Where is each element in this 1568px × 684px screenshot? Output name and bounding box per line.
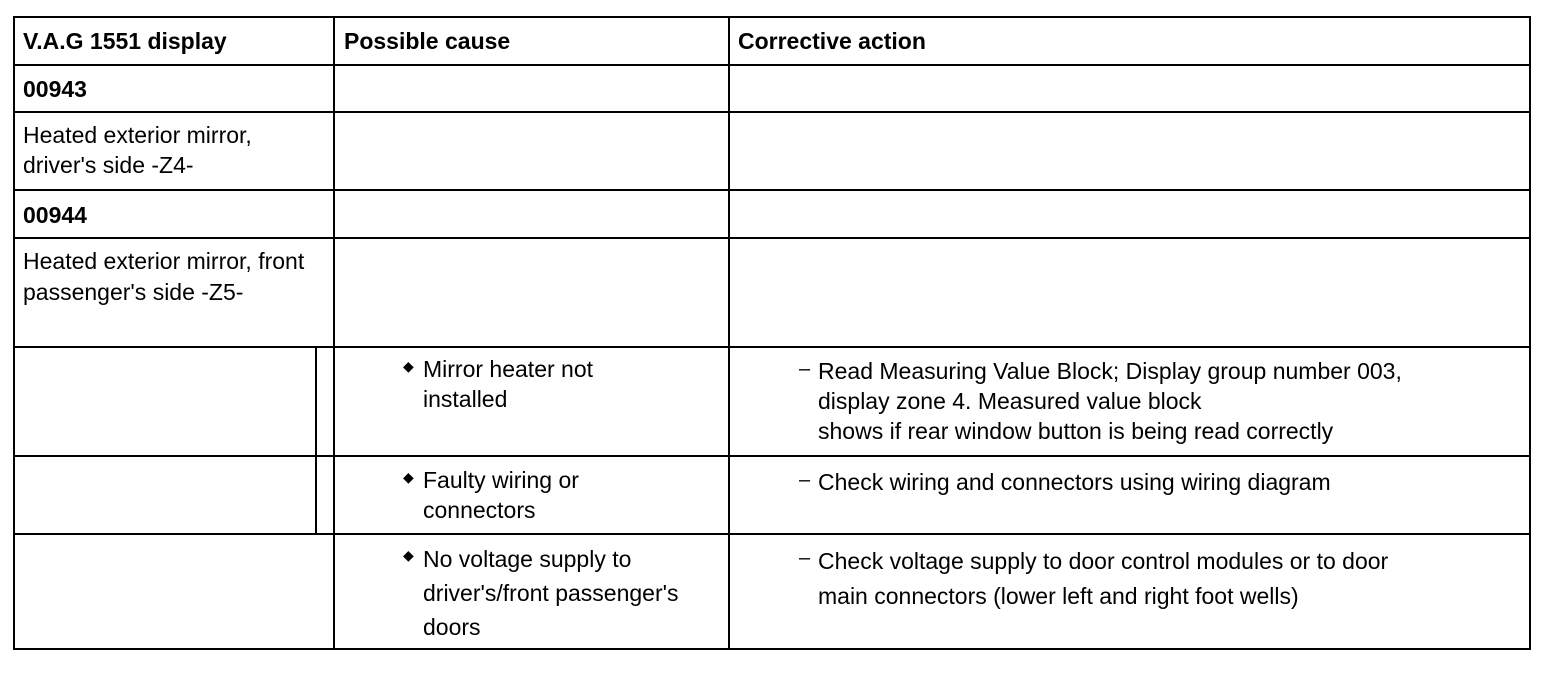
table-border-top	[13, 16, 1531, 18]
header-action: Corrective action	[738, 28, 926, 54]
action-line: shows if rear window button is being read correctly	[818, 418, 1334, 444]
dash-icon: –	[799, 547, 811, 569]
row-divider	[13, 455, 1531, 457]
fault-code: 00943	[23, 76, 87, 102]
dash-icon: –	[799, 469, 811, 491]
bullet-icon: ◆	[403, 547, 414, 563]
cause-text: Mirror heater not installed	[423, 356, 594, 412]
action-line: Check voltage supply to door control modules or to door	[818, 548, 1389, 574]
cause-text: No voltage supply to driver's/front passenger's doors	[423, 546, 679, 640]
row-divider	[13, 189, 1531, 191]
header-cause: Possible cause	[344, 28, 511, 54]
bullet-icon: ◆	[403, 358, 414, 374]
action-text	[818, 544, 1523, 614]
table-border-left	[13, 16, 15, 650]
row-divider	[13, 346, 1531, 348]
fault-description: Heated exterior mirror, driver's side -Z4-	[23, 122, 252, 178]
action-line: Read Measuring Value Block; Display group number 003,	[818, 358, 1402, 384]
header-display: V.A.G 1551 display	[23, 28, 227, 54]
bullet-icon: ◆	[403, 469, 414, 485]
column-divider	[333, 16, 335, 650]
row-divider	[13, 237, 1531, 239]
fault-table	[13, 16, 1531, 650]
dash-icon: –	[799, 358, 811, 380]
action-text	[818, 356, 1523, 446]
fault-code: 00944	[23, 202, 87, 228]
action-text: Check wiring and connectors using wiring diagram	[818, 469, 1331, 495]
cause-text: Faulty wiring or connectors	[423, 467, 579, 523]
row-divider	[13, 64, 1531, 66]
row-divider	[13, 111, 1531, 113]
action-line: main connectors (lower left and right foot wells)	[818, 583, 1299, 609]
fault-description: Heated exterior mirror, front passenger's side -Z5-	[23, 248, 305, 305]
table-border-right	[1529, 16, 1531, 650]
action-line: display zone 4. Measured value block	[818, 388, 1202, 414]
table-border-bottom	[13, 648, 1531, 650]
column-divider	[728, 16, 730, 650]
column-divider	[315, 346, 317, 535]
row-divider	[13, 533, 1531, 535]
